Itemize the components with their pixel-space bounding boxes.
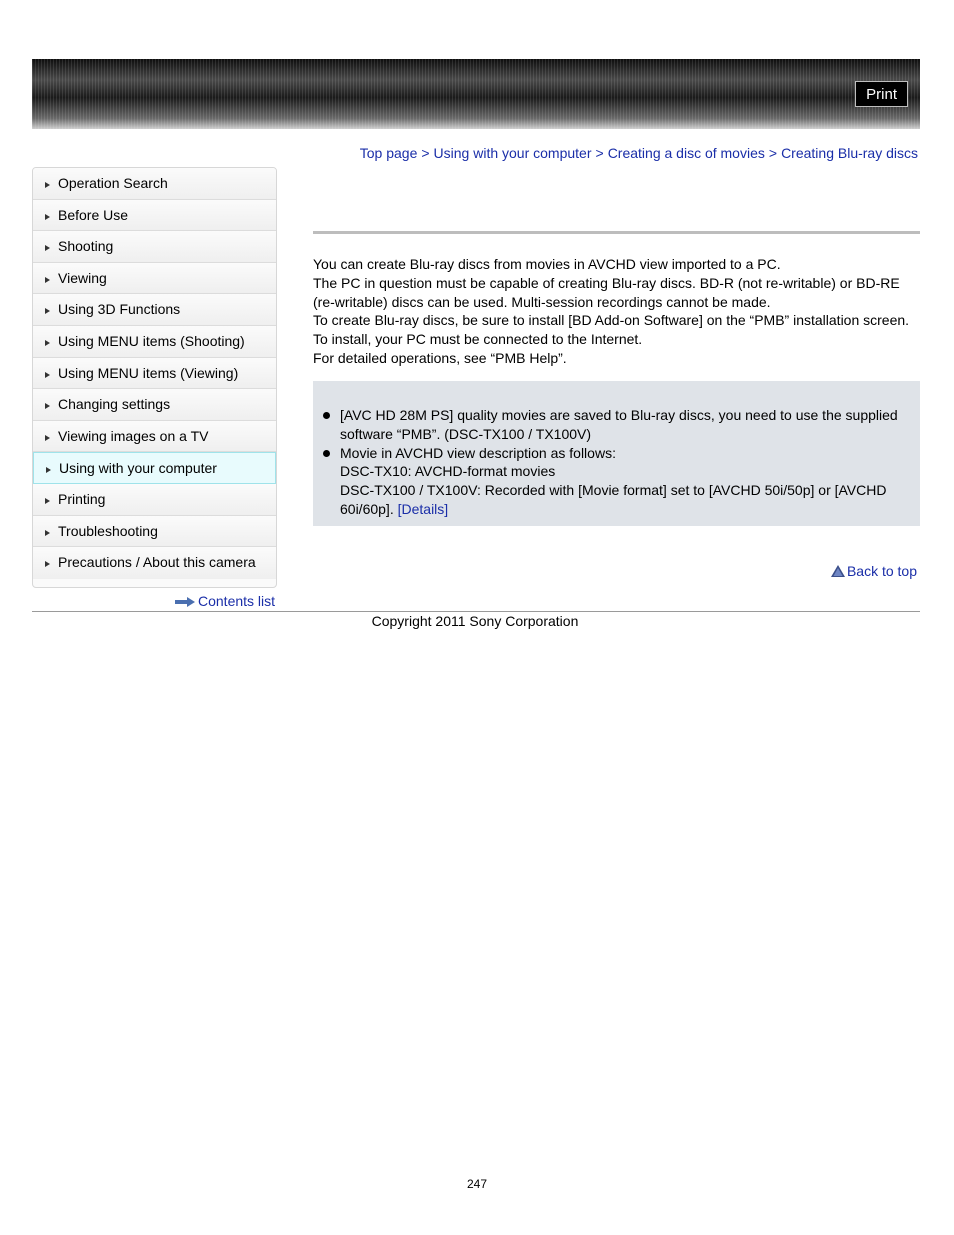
sidebar-item-operation-search[interactable] [33,168,276,200]
sidebar-item-label: Viewing [58,269,107,286]
note-text: Movie in AVCHD view description as follows: [340,444,616,461]
contents-list-link[interactable] [175,593,275,610]
breadcrumb [360,145,918,161]
bullet-icon [323,450,330,457]
arrow-right-icon [45,214,50,220]
arrow-right-icon [45,372,50,378]
note-text-part: DSC-TX100 / TX100V: Recorded with [Movie format] set to [AVCHD 50i/50p] or [AVCHD 60i/60p]. [340,482,887,517]
sidebar-item-before-use[interactable] [33,200,276,232]
sidebar-nav [32,167,277,588]
sidebar-item-label: Viewing images on a TV [58,427,209,444]
sidebar-item-shooting[interactable] [33,231,276,263]
intro-text [313,255,923,368]
header-banner [32,59,920,129]
details-link[interactable]: [Details] [397,500,449,517]
breadcrumb-using-with-computer[interactable]: Using with your computer [433,145,592,161]
arrow-right-icon [45,530,50,536]
arrow-right-icon [45,403,50,409]
page-number: 247 [466,1177,488,1191]
note-list [313,406,913,519]
note-item [313,406,913,444]
triangle-up-icon [831,564,845,580]
note-text [340,481,913,519]
arrow-right-icon [45,245,50,251]
arrow-right-icon [45,277,50,283]
sidebar-item-label: Shooting [58,238,114,255]
breadcrumb-separator: > [768,145,778,161]
title-divider [313,231,920,234]
sidebar-item-label: Precautions / About this camera [58,554,256,571]
arrow-right-icon [175,594,195,610]
sidebar-item-label: Troubleshooting [58,522,158,539]
sidebar-item-menu-viewing[interactable] [33,358,276,390]
note-text: [AVC HD 28M PS] quality movies are saved to Blu-ray discs, you need to use the supplied software “PMB”. (DSC-TX100 / TX100V) [340,407,898,442]
intro-line: The PC in question must be capable of creating Blu-ray discs. BD-R (not re-writable) or BD-RE (re-writable) discs can be used. Multi-session recordings cannot be made. [313,274,900,310]
sidebar-item-menu-shooting[interactable] [33,326,276,358]
note-item [313,444,913,519]
intro-line: To create Blu-ray discs, be sure to install [BD Add-on Software] on the “PMB” installation screen. To install, your PC must be connected to the Internet. [313,312,910,348]
sidebar-item-changing-settings[interactable] [33,389,276,421]
sidebar-item-label: Changing settings [58,396,171,413]
breadcrumb-top-page[interactable]: Top page [359,145,418,161]
arrow-right-icon [45,182,50,188]
breadcrumb-creating-bluray[interactable]: Creating Blu-ray discs [781,145,918,161]
arrow-right-icon [45,435,50,441]
note-box [313,381,920,526]
arrow-right-icon [46,467,51,473]
arrow-right-icon [45,561,50,567]
sidebar-item-label: Using with your computer [59,460,217,477]
breadcrumb-separator: > [421,145,430,161]
back-to-top-link[interactable] [831,563,917,580]
sidebar-item-printing[interactable] [33,484,276,516]
intro-line: You can create Blu-ray discs from movies in AVCHD view imported to a PC. [313,256,781,272]
back-to-top-label: Back to top [846,563,917,579]
arrow-right-icon [45,498,50,504]
sidebar-item-viewing[interactable] [33,263,276,295]
sidebar-item-3d-functions[interactable] [33,294,276,326]
sidebar-item-label: Before Use [58,206,129,223]
sidebar-item-label: Operation Search [58,175,168,191]
sidebar-item-using-computer[interactable] [33,452,276,484]
sidebar-item-label: Using 3D Functions [58,301,181,318]
footer-divider [32,611,920,612]
intro-line: For detailed operations, see “PMB Help”. [313,349,567,366]
print-button[interactable]: Print [855,81,908,107]
arrow-right-icon [45,340,50,346]
sidebar-item-label: Using MENU items (Shooting) [58,332,245,349]
breadcrumb-creating-disc[interactable]: Creating a disc of movies [607,145,765,161]
copyright: Copyright 2011 Sony Corporation [371,613,579,629]
sidebar-item-label: Using MENU items (Viewing) [58,364,239,381]
sidebar-item-troubleshooting[interactable] [33,516,276,548]
sidebar-item-label: Printing [58,490,106,507]
note-text: DSC-TX10: AVCHD-format movies [340,463,556,480]
arrow-right-icon [45,308,50,314]
breadcrumb-separator: > [595,145,604,161]
bullet-icon [323,412,330,419]
contents-list-label: Contents list [198,593,276,609]
sidebar-item-precautions[interactable] [33,547,276,579]
sidebar-item-viewing-tv[interactable] [33,421,276,453]
